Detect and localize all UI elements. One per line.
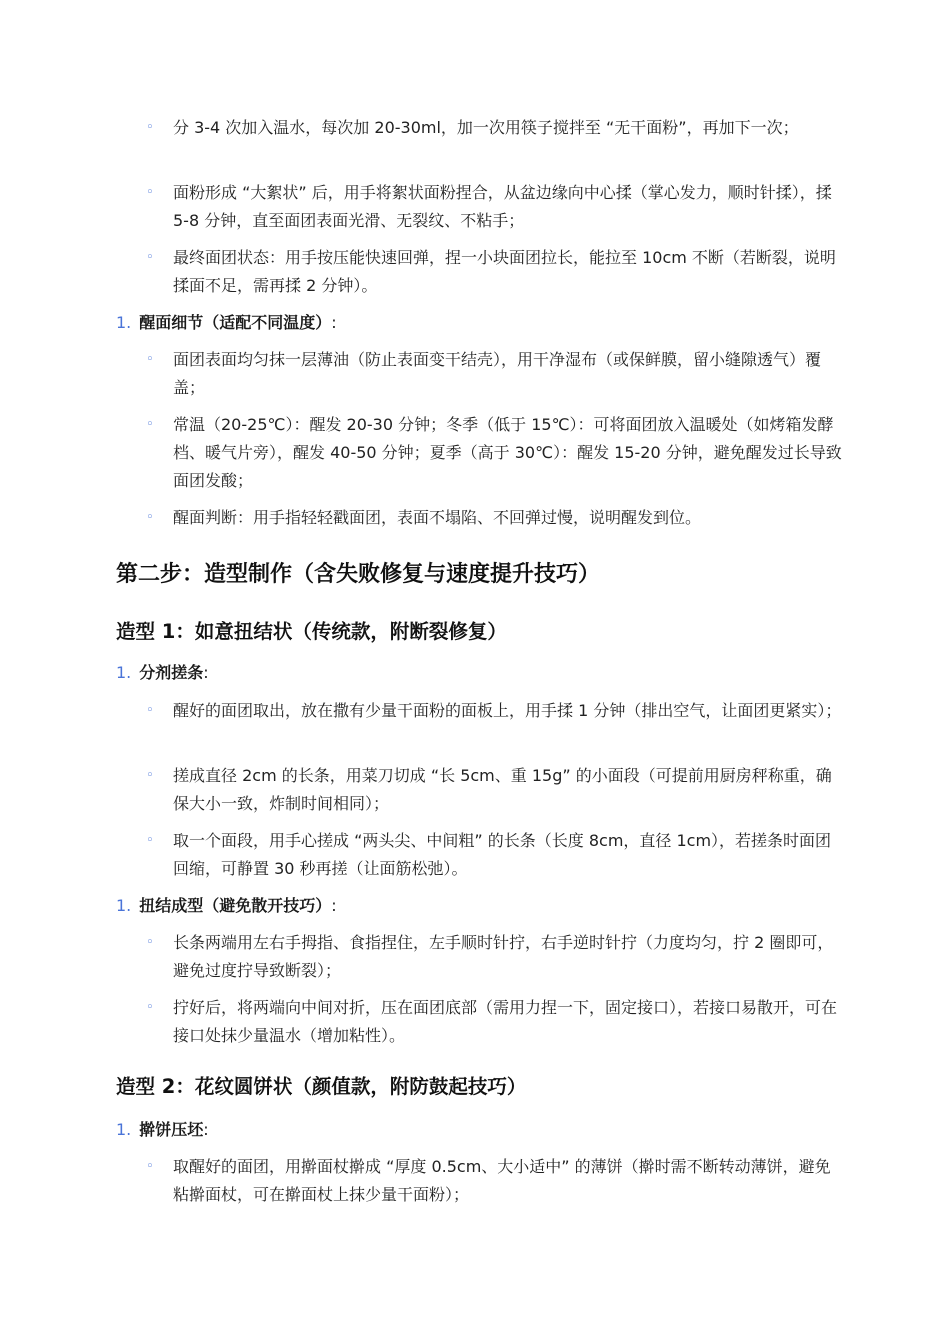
bullet-text: 面团表面均匀抹一层薄油（防止表面变干结壳），用干净湿布（或保鲜膜，留小缝隙透气）覆盖； <box>173 350 822 397</box>
colon: : <box>331 313 337 332</box>
bullet-item <box>146 697 846 725</box>
number-marker: 1. <box>116 663 132 682</box>
bullet-item <box>146 1153 846 1209</box>
numbered-title: 醒面细节（适配不同温度） <box>139 313 332 332</box>
numbered-title: 分剂搓条 <box>139 663 204 682</box>
bullet-item <box>146 179 846 235</box>
bullet-text: 搓成直径 2cm 的长条，用菜刀切成 “长 5cm、重 15g” 的小面段（可提前用厨房秤称重，确保大小一致，炸制时间相同）； <box>173 766 832 813</box>
numbered-item <box>116 659 846 687</box>
bullet-item <box>146 994 846 1050</box>
number-marker: 1. <box>116 1120 132 1139</box>
number-marker: 1. <box>116 896 132 915</box>
bullet-item <box>146 762 846 818</box>
bullet-marker: ◦ <box>146 417 154 432</box>
bullet-text: 拧好后，将两端向中间对折，压在面团底部（需用力捏一下，固定接口），若接口易散开，可在接口处抹少量温水（增加粘性）。 <box>173 998 838 1045</box>
bullet-marker: ◦ <box>146 833 154 848</box>
bullet-text: 醒好的面团取出，放在撒有少量干面粉的面板上，用手揉 1 分钟（排出空气，让面团更紧实）； <box>173 701 842 720</box>
bullet-marker: ◦ <box>146 352 154 367</box>
bullet-marker: ◦ <box>146 703 154 718</box>
bullet-text: 取醒好的面团，用擀面杖擀成 “厚度 0.5cm、大小适中” 的薄饼（擀时需不断转动薄饼，避免粘擀面杖，可在擀面杖上抹少量干面粉）； <box>173 1157 831 1204</box>
numbered-item <box>116 892 846 920</box>
colon: : <box>331 896 337 915</box>
section-heading: 第二步：造型制作（含失败修复与速度提升技巧） <box>116 562 601 587</box>
numbered-title: 扭结成型（避免散开技巧） <box>139 896 332 915</box>
bullet-marker: ◦ <box>146 1159 154 1174</box>
bullet-marker: ◦ <box>146 185 154 200</box>
bullet-text: 面粉形成 “大絮状” 后，用手将絮状面粉捏合，从盆边缘向中心揉（掌心发力，顺时针揉），揉 5-8 分钟，直至面团表面光滑、无裂纹、不粘手； <box>173 183 832 230</box>
bullet-marker: ◦ <box>146 510 154 525</box>
bullet-marker: ◦ <box>146 1000 154 1015</box>
bullet-marker: ◦ <box>146 250 154 265</box>
bullet-marker: ◦ <box>146 120 154 135</box>
bullet-text: 长条两端用左右手拇指、食指捏住，左手顺时针拧，右手逆时针拧（力度均匀，拧 2 圈即可，避免过度拧导致断裂）； <box>173 933 834 980</box>
bullet-text: 最终面团状态：用手按压能快速回弹，捏一小块面团拉长，能拉至 10cm 不断（若断裂，说明揉面不足，需再揉 2 分钟）。 <box>173 248 836 295</box>
bullet-item <box>146 411 846 495</box>
numbered-item <box>116 1116 846 1144</box>
bullet-marker: ◦ <box>146 935 154 950</box>
bullet-text: 分 3-4 次加入温水，每次加 20-30ml，加一次用筷子搅拌至 “无干面粉”，再加下一次； <box>173 118 799 137</box>
bullet-text: 醒面判断：用手指轻轻戳面团，表面不塌陷、不回弹过慢，说明醒发到位。 <box>173 508 702 527</box>
number-marker: 1. <box>116 313 132 332</box>
bullet-item <box>146 929 846 985</box>
bullet-text: 常温（20-25℃）：醒发 20-30 分钟；冬季（低于 15℃）：可将面团放入温暖处（如烤箱发酵档、暖气片旁），醒发 40-50 分钟；夏季（高于 30℃）：醒发 15-20 分钟，避免醒发过长导致面团发酸； <box>173 415 842 490</box>
bullet-item <box>146 346 846 402</box>
bullet-item <box>146 504 846 532</box>
bullet-marker: ◦ <box>146 768 154 783</box>
subsection-heading: 造型 1：如意扭结状（传统款，附断裂修复） <box>116 620 507 643</box>
colon: : <box>203 1120 209 1139</box>
bullet-text: 取一个面段，用手心搓成 “两头尖、中间粗” 的长条（长度 8cm，直径 1cm），若搓条时面团回缩，可静置 30 秒再搓（让面筋松弛）。 <box>173 831 832 878</box>
subsection-heading: 造型 2：花纹圆饼状（颜值款，附防鼓起技巧） <box>116 1075 527 1098</box>
numbered-title: 擀饼压坯 <box>139 1120 204 1139</box>
bullet-item <box>146 827 846 883</box>
bullet-item <box>146 114 846 142</box>
colon: : <box>203 663 209 682</box>
bullet-item <box>146 244 846 300</box>
numbered-item <box>116 309 846 337</box>
